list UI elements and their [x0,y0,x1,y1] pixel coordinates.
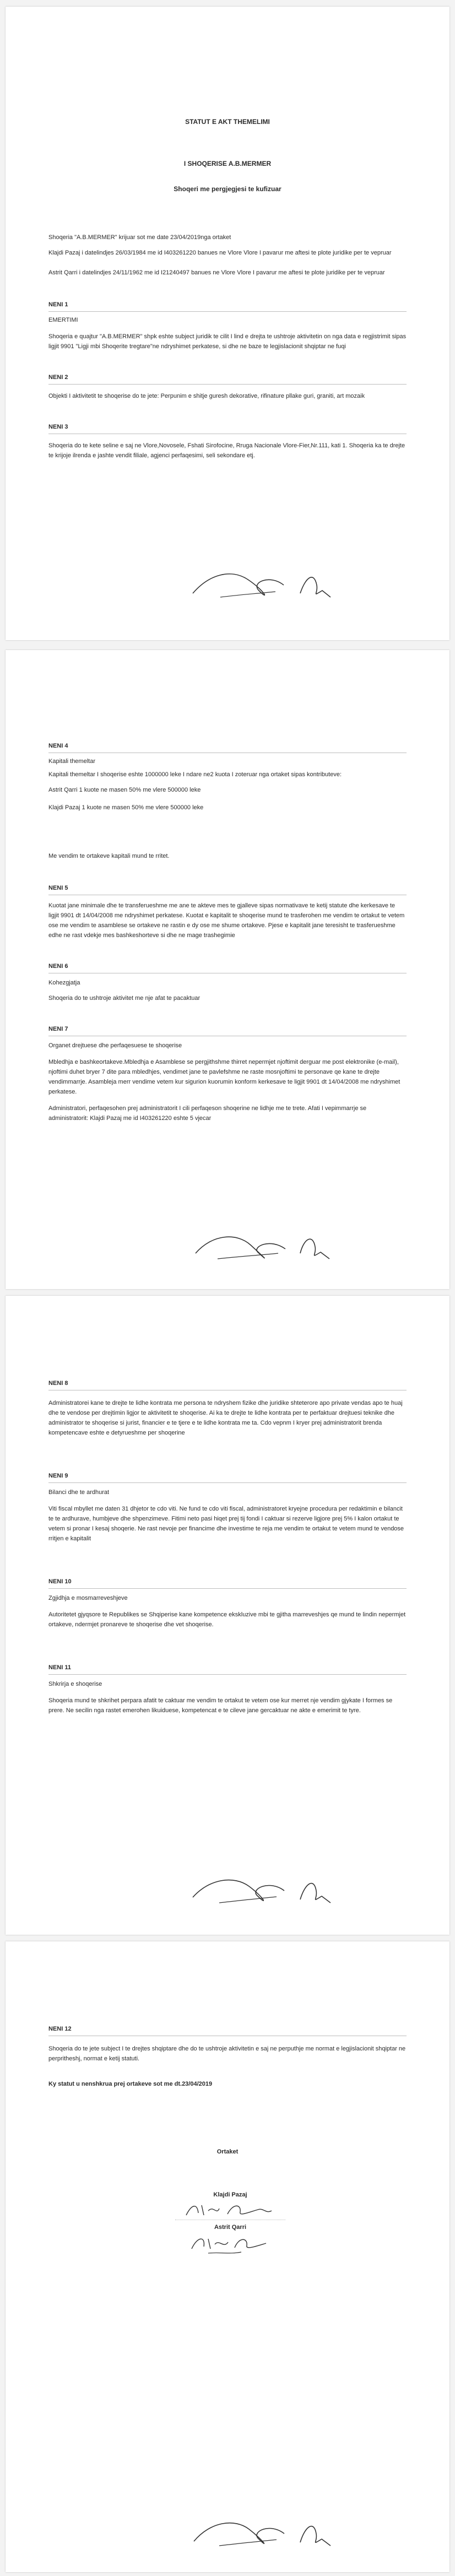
company-heading: I SHOQERISE A.B.MERMER [183,160,272,167]
neni-7-section [48,1024,407,1123]
neni-3-text: Shoqeria do te kete seline e saj ne Vlore,Novosele, Fshati Sirofocine, Rruga Nacionale Vlore-Fier,Nr.111, kati 1. Shoqeria ka te drejte te krijoje ilrenda e jashte vendit filiale, agjenci perfaqesimi, seli sekondare etj. [48,442,405,459]
document-title: STATUT E AKT THEMELIMI [185,118,270,126]
neni-8-section [48,1378,407,1438]
neni-9-subheading: Bilanci dhe te ardhurat [48,1489,110,1496]
page-3-body [48,1378,407,1715]
neni-9-text: Viti fiscal mbyllet me daten 31 dhjetor te cdo viti. Ne fund te cdo viti fiscal, administratoret kryejne procedura per redaktimin e bilancit te te ardhurave, humbjeve dhe shpenzimeve. Fitimi neto pasi hiqet prej tij fondi I caktuar si rezerve ligjore prej 5% I kalon ortakut te vetem si pronar I kesaj shoqerie. Ne rast nevoje per financime dhe investime te reja me vendim te ortakut te vetem mund te vendose rritjen e kapitalit [48,1506,404,1542]
neni-10-heading: NENI 10 [48,1578,72,1585]
neni-5-section [48,883,407,940]
neni-6-text: Shoqeria do te ushtroje aktivitet me nje afat te pacaktuar [48,995,201,1002]
neni-1-subheading: EMERTIMI [48,317,78,323]
neni-7-text-2: Administratori, perfaqesohen prej administratorit I cili perfaqeson shoqerine ne lidhje me te trete. Afati I vepimmarrje se administratorit: Klajdi Pazaj me id I403261220 eshte 5 vjecar [48,1105,367,1122]
neni-4-text: Kapitali themeltar I shoqerise eshte 1000000 leke I ndare ne2 kuota I zoteruar nga ortaket sipas kontributeve: [48,771,342,778]
page-2-body [48,741,407,1123]
section-divider [48,1674,407,1675]
document-page-1 [6,7,449,640]
neni-12-heading: NENI 12 [48,2026,72,2032]
neni-5-heading: NENI 5 [48,885,68,891]
neni-7-subheading: Organet drejtuese dhe perfaqesuese te shoqerise [48,1042,182,1049]
neni-12-section [48,2024,407,2064]
document-page-4 [6,1941,449,2572]
share-2: Klajdi Pazaj 1 kuote ne masen 50% me vlere 500000 leke [48,804,204,811]
handwritten-signature-icon [187,1226,342,1270]
neni-11-subheading: Shkrirja e shoqerise [48,1681,102,1687]
handwritten-signature-icon [187,2512,342,2556]
neni-11-heading: NENI 11 [48,1664,71,1671]
neni-11-section [48,1663,407,1715]
founder-1: Klajdi Pazaj i datelindjes 26/03/1984 me id I403261220 banues ne Vlore Vlore I pavarur me aftesi te plote juridike per te vepruar [48,250,392,256]
neni-4-section [48,741,407,861]
page-4-body [48,2024,407,2256]
neni-3-section [48,422,407,461]
signatures-heading: Ortaket [216,2149,239,2155]
neni-6-section [48,961,407,1003]
section-divider [48,384,407,385]
neni-2-heading: NENI 2 [48,374,68,381]
signer-1-signature-icon [175,2200,285,2220]
page-1-body [48,117,407,461]
neni-10-section [48,1577,407,1630]
share-1: Astrit Qarri 1 kuote ne masen 50% me vlere 500000 leke [48,787,201,793]
neni-1-section [48,300,407,351]
signer-2-name: Astrit Qarri [214,2224,247,2231]
section-divider [48,1588,407,1589]
closing-statement: Ky statut u nenshkrua prej ortakeve sot me dt.23/04/2019 [48,2081,213,2087]
neni-12-text: Shoqeria do te jete subject I te drejtes shqiptare dhe do te ushtroje aktivitetin e saj ne perputhje me normat e legjislacionit shqiptar ne perpritheshj, normat e ketij statuti. [48,2045,406,2062]
neni-9-heading: NENI 9 [48,1473,68,1479]
document-page-3 [6,1296,449,1935]
neni-8-text: Administratorei kane te drejte te lidhe kontrata me persona te ndryshem fizike dhe juridike shteterore apo private vendas apo te huaj dhe te vendose per drejtimin ligjor te aktivitetit te shoqerise. Ai ka te drejte te lidhe kontrata per te perfaktuar drejtuesi teknike dhe administrator te shoqerise si jurist, financier e te tjere e te lidhe kontrata me ta. Cdo vepnm I kryer prej administratorit brenda kompetencave eshte e detyrueshme per shoqerine [48,1400,403,1436]
company-subtitle: Shoqeri me pergjegjesi te kufizuar [174,185,281,193]
signer-1-name: Klajdi Pazaj [213,2191,247,2198]
neni-2-text: Objekti I aktivitetit te shoqerise do te jete: Perpunim e shitje guresh dekorative, rifinature pllake guri, graniti, art mozaik [48,393,365,399]
neni-9-section [48,1471,407,1544]
neni-5-text: Kuotat jane minimale dhe te transferueshme me ane te akteve mes te gjalleve sipas normativave te ketij statute dhe kerkesave te ligjit 9901 dt 14/04/2008 me ndryshimet perkatese. Kuotat e kapitalit te shoqerise mund te trasferohen me vendim te ortakut te vetem ose me vendim te asamblese se ortakeve ne rastin e dy ose me shume ortakeve. Pjese e kapitalit jane teresisht te trasferueshme edhe ne rast vdekje mes bashkeshorteve si dhe ne mage trashegimie [48,902,405,939]
neni-2-section [48,372,407,401]
neni-1-text: Shoqeria e quajtur "A.B.MERMER" shpk eshte subject juridik te cilit I lind e drejta te ushtroje aktivitetin on nga data e regjistrimit sipas ligjit 9901 "Ligji mbi Shoqerite tregtare"ne ndryshimet perkatese, si dhe ne baze te legjislacionit shqiptar ne fuqi [48,333,407,350]
neni-11-text: Shoqeria mund te shkrihet perpara afatit te caktuar me vendim te ortakut te vetem ose kur merret nje vendim gjykate I formes se prere. Ne secilin nga rastet emerohen likuiduese, kompetencat e te cileve jane gercaktuar ne akte e emerimit te tyre. [48,1697,393,1714]
neni-3-heading: NENI 3 [48,424,68,430]
neni-6-subheading: Kohezgjatja [48,979,80,986]
neni-4-heading: NENI 4 [48,743,68,749]
neni-4-subheading: Kapitali themeltar [48,758,95,765]
neni-1-heading: NENI 1 [48,301,68,308]
neni-7-heading: NENI 7 [48,1026,68,1032]
neni-10-subheading: Zgjidhja e mosmarreveshjeve [48,1595,128,1601]
capital-note: Me vendim te ortakeve kapitali mund te rritet. [48,853,170,859]
signature-block [175,2190,285,2256]
section-divider [48,311,407,312]
founder-2: Astrit Qarri i datelindjes 24/11/1962 me id I21240497 banues ne Vlore Vlore I pavarur me aftesi te plote juridike per te vepruar [48,269,385,276]
signer-2-signature-icon [175,2232,285,2256]
neni-7-text-1: Mbledhja e bashkeortakeve.Mbledhja e Asamblese se pergjithshme thirret nepermjet njoftimit derguar me post elektronike (e-mail), njoftimi duhet bryer 7 dite para mbledhjes, vendimet jane te pavlefshme ne raste mosnjoftimi te personave qe kane te drejte vendimmarrje. Asambleja merr vendime vetem kur sigurion kuorumin konform kerkesave te ligjit 9901 dt 14/04/2008 me ndryshimet perkatese. [48,1059,400,1095]
neni-8-heading: NENI 8 [48,1380,68,1387]
neni-10-text: Autoritetet gjyqsore te Republikes se Shqiperise kane kompetence ekskluzive mbi te gjitha marreveshjes qe mund te lindin nepermjet ortakeve, ndermjet pronareve te shoqerise dhe vet shoqerise. [48,1611,406,1628]
neni-6-heading: NENI 6 [48,963,68,970]
document-page-2 [6,650,449,1289]
handwritten-signature-icon [187,563,342,607]
section-divider [48,1482,407,1483]
intro-text: Shoqeria "A.B.MERMER" krijuar sot me date 23/04/2019nga ortaket [48,234,231,241]
handwritten-signature-icon [187,1869,342,1913]
